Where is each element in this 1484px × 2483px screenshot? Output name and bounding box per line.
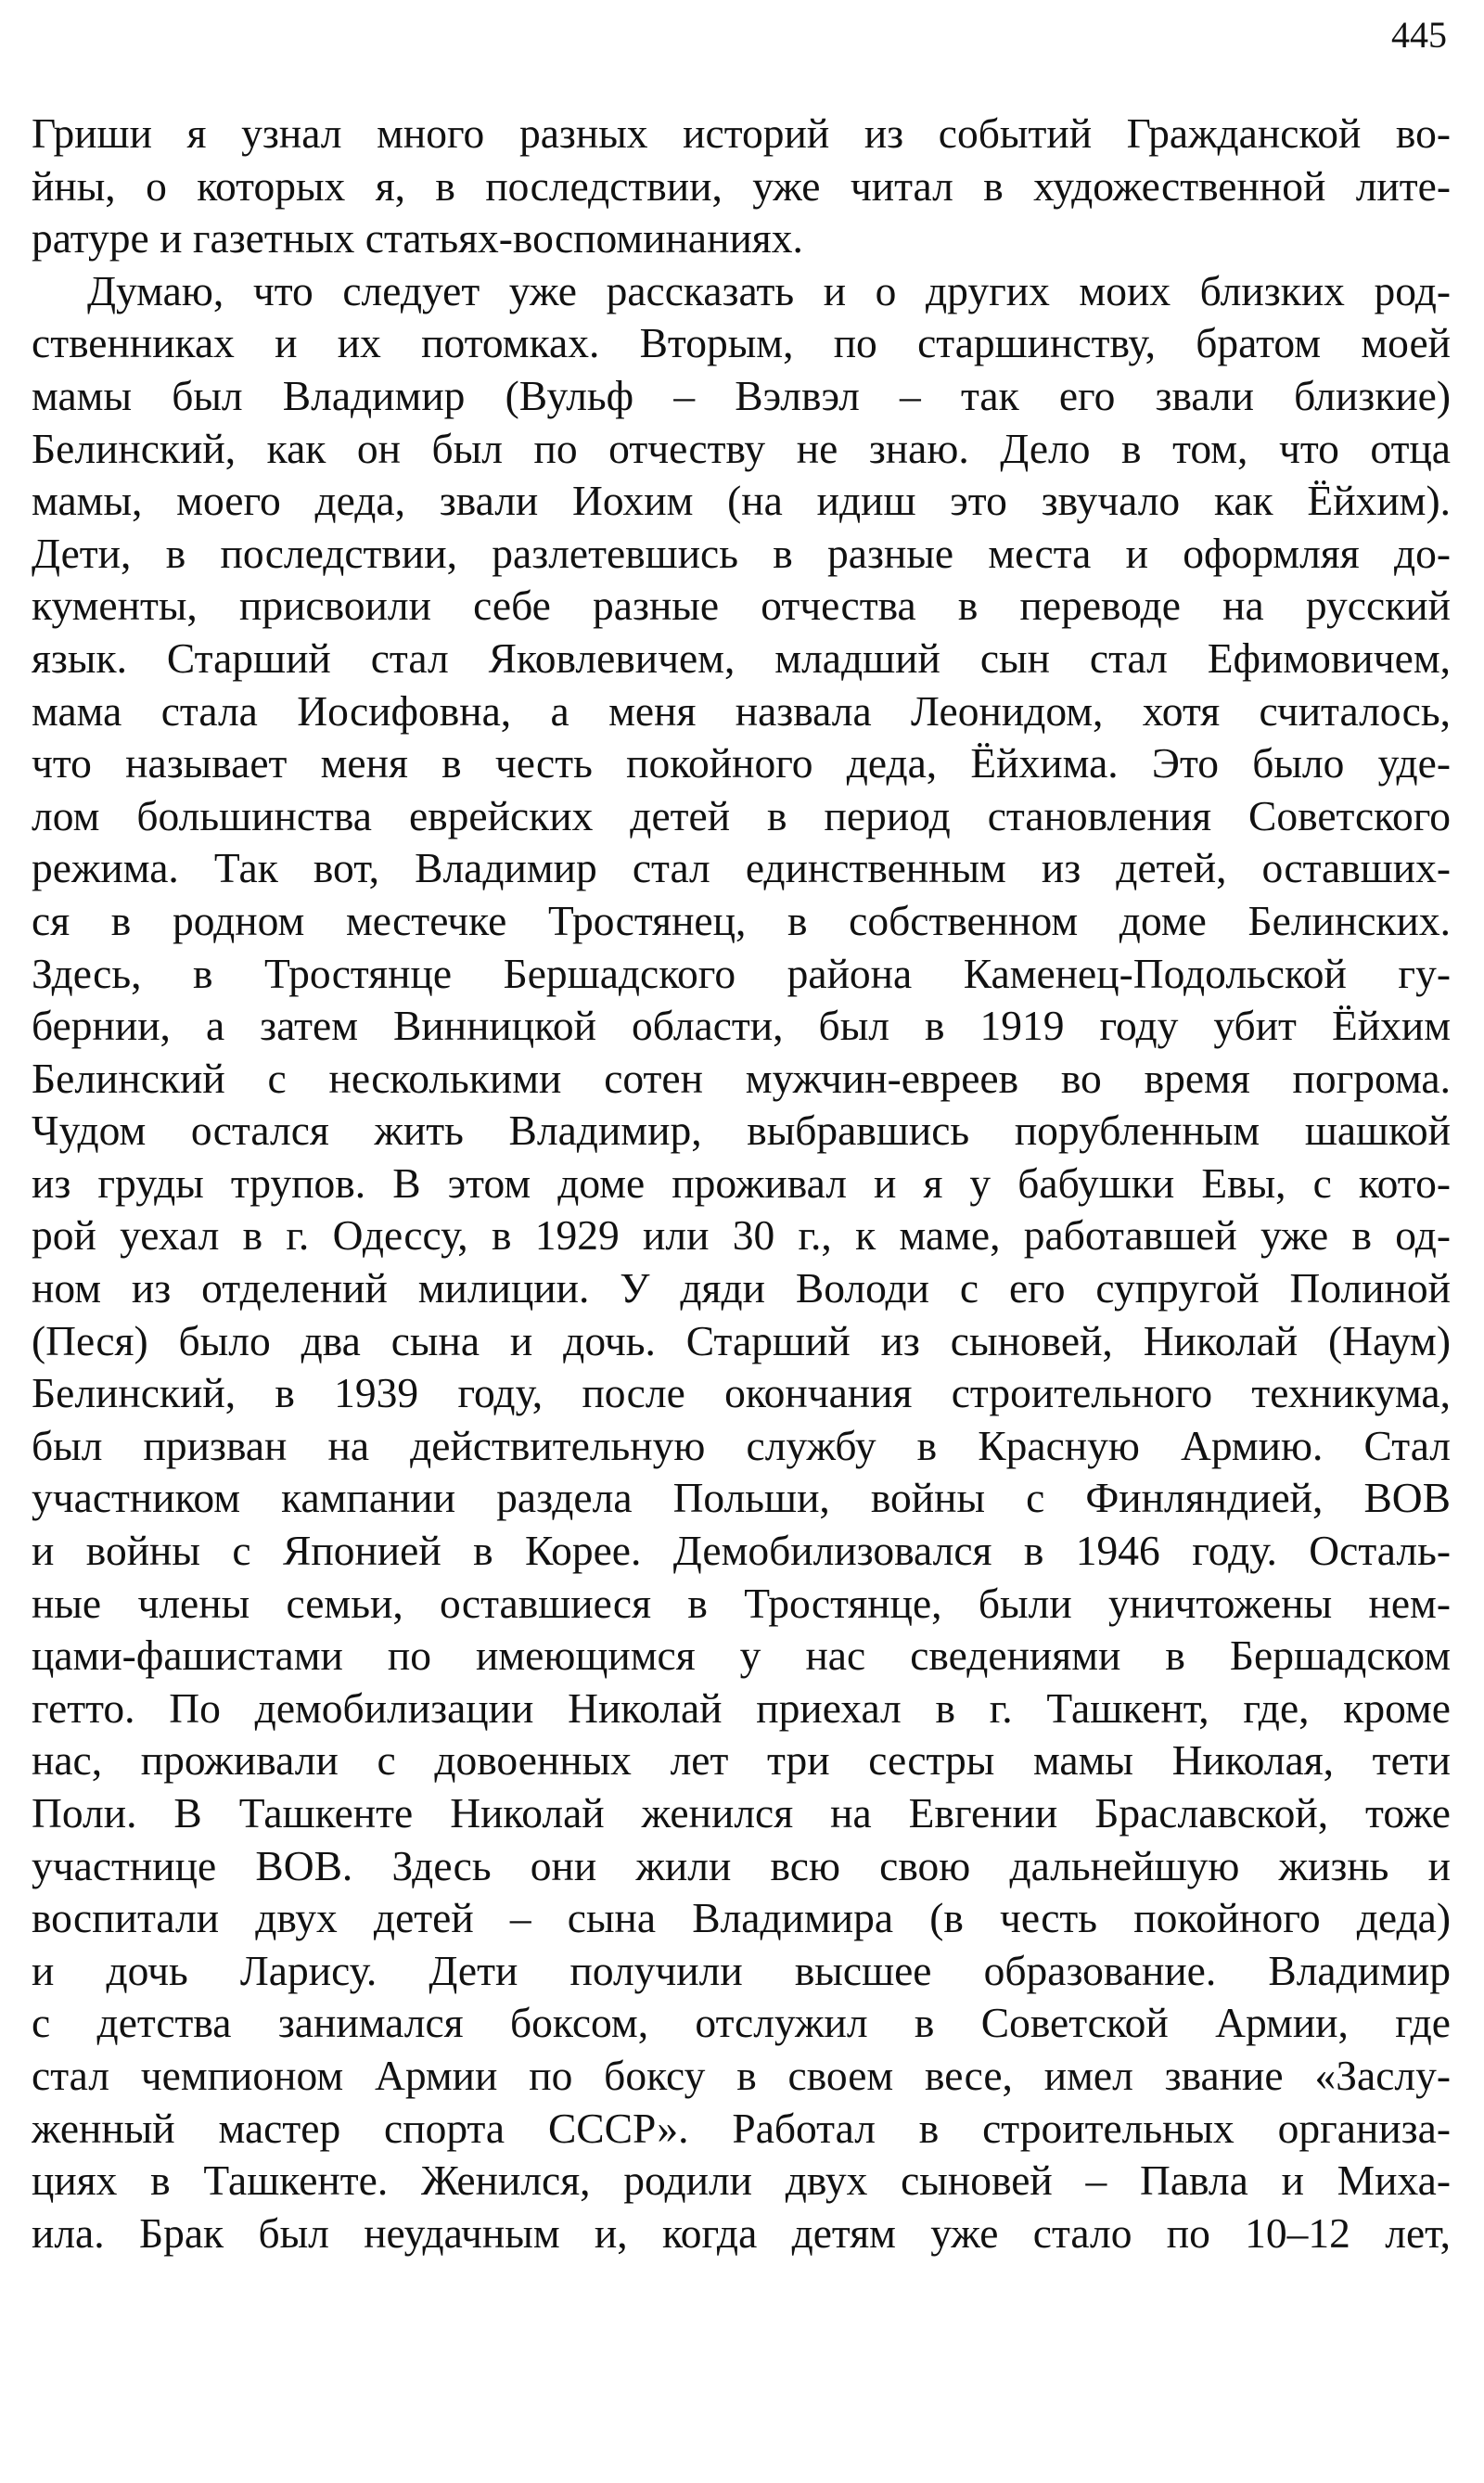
text-line: стал чемпионом Армии по боксу в своем весе, имел звание «Заслу- — [32, 2051, 1451, 2099]
body-text — [32, 108, 1451, 2259]
text-line: Белинский с несколькими сотен мужчин-евреев во время погрома. — [32, 1054, 1451, 1102]
text-line: с детства занимался боксом, отслужил в Советской Армии, где — [32, 1999, 1451, 2047]
text-line: кументы, присвоили себе разные отчества в переводе на русский — [32, 582, 1451, 630]
text-line: женный мастер спорта СССР». Работал в строительных организа- — [32, 2104, 1451, 2152]
text-line: из груды трупов. В этом доме проживал и я у бабушки Евы, с кото- — [32, 1158, 1451, 1207]
text-line: ственниках и их потомках. Вторым, по старшинству, братом моей — [32, 319, 1451, 367]
text-line: Белинский, как он был по отчеству не знаю. Дело в том, что отца — [32, 424, 1451, 472]
text-line: йны, о которых я, в последствии, уже читал в художественной лите- — [32, 161, 1451, 210]
text-line: мамы был Владимир (Вульф – Вэлвэл – так его звали близкие) — [32, 371, 1451, 419]
text-line: язык. Старший стал Яковлевичем, младший сын стал Ефимовичем, — [32, 634, 1451, 682]
text-line: ные члены семьи, оставшиеся в Тростянце, были уничтожены нем- — [32, 1579, 1451, 1627]
text-line: лом большинства еврейских детей в период становления Советского — [32, 791, 1451, 839]
text-line: Чудом остался жить Владимир, выбравшись порубленным шашкой — [32, 1107, 1451, 1155]
text-line: циях в Ташкенте. Женился, родили двух сыновей – Павла и Миха- — [32, 2157, 1451, 2205]
text-line: Здесь, в Тростянце Бершадского района Каменец-Подольской гу- — [32, 949, 1451, 997]
text-line: участником кампании раздела Польши, войны с Финляндией, ВОВ — [32, 1474, 1451, 1522]
text-line: рой уехал в г. Одессу, в 1929 или 30 г., к маме, работавшей уже в од- — [32, 1211, 1451, 1260]
text-line: Гриши я узнал много разных историй из событий Гражданской во- — [32, 109, 1451, 157]
text-line: режима. Так вот, Владимир стал единственным из детей, оставших- — [32, 844, 1451, 892]
text-line: ном из отделений милиции. У дяди Володи с его супругой Полиной — [32, 1264, 1451, 1312]
text-line: (Песя) было два сына и дочь. Старший из сыновей, Николай (Наум) — [32, 1316, 1451, 1364]
text-line: что называет меня в честь покойного деда, Ёйхима. Это было уде- — [32, 739, 1451, 787]
text-line: воспитали двух детей – сына Владимира (в честь покойного деда) — [32, 1894, 1451, 1942]
text-line: Белинский, в 1939 году, после окончания строительного техникума, — [32, 1369, 1451, 1417]
text-line: нас, проживали с довоенных лет три сестры мамы Николая, тети — [32, 1736, 1451, 1785]
paragraph-first-line: Думаю, что следует уже рассказать и о других моих близких род- — [87, 266, 1451, 314]
text-line: и войны с Японией в Корее. Демобилизовался в 1946 году. Осталь- — [32, 1527, 1451, 1575]
text-line: Поли. В Ташкенте Николай женился на Евгении Браславской, тоже — [32, 1789, 1451, 1837]
text-line: и дочь Ларису. Дети получили высшее образование. Владимир — [32, 1946, 1451, 1994]
text-line: бернии, а затем Винницкой области, был в 1919 году убит Ёйхим — [32, 1002, 1451, 1050]
text-line: участнице ВОВ. Здесь они жили всю свою дальнейшую жизнь и — [32, 1841, 1451, 1889]
text-line: мамы, моего деда, звали Иохим (на идиш это звучало как Ёйхим). — [32, 477, 1451, 525]
text-line: Дети, в последствии, разлетевшись в разные места и оформляя до- — [32, 529, 1451, 577]
text-line: ся в родном местечке Тростянец, в собственном доме Белинских. — [32, 896, 1451, 944]
text-line: мама стала Иосифовна, а меня назвала Леонидом, хотя считалось, — [32, 686, 1451, 735]
text-line: был призван на действительную службу в Красную Армию. Стал — [32, 1421, 1451, 1469]
text-line: цами-фашистами по имеющимся у нас сведениями в Бершадском — [32, 1632, 1451, 1680]
text-line: гетто. По демобилизации Николай приехал в г. Ташкент, где, кроме — [32, 1683, 1451, 1732]
page-number: 445 — [1391, 14, 1447, 56]
text-line: ила. Брак был неудачным и, когда детям уже стало по 10–12 лет, — [32, 2208, 1451, 2257]
text-line: ратуре и газетных статьях-воспоминаниях. — [32, 214, 803, 262]
